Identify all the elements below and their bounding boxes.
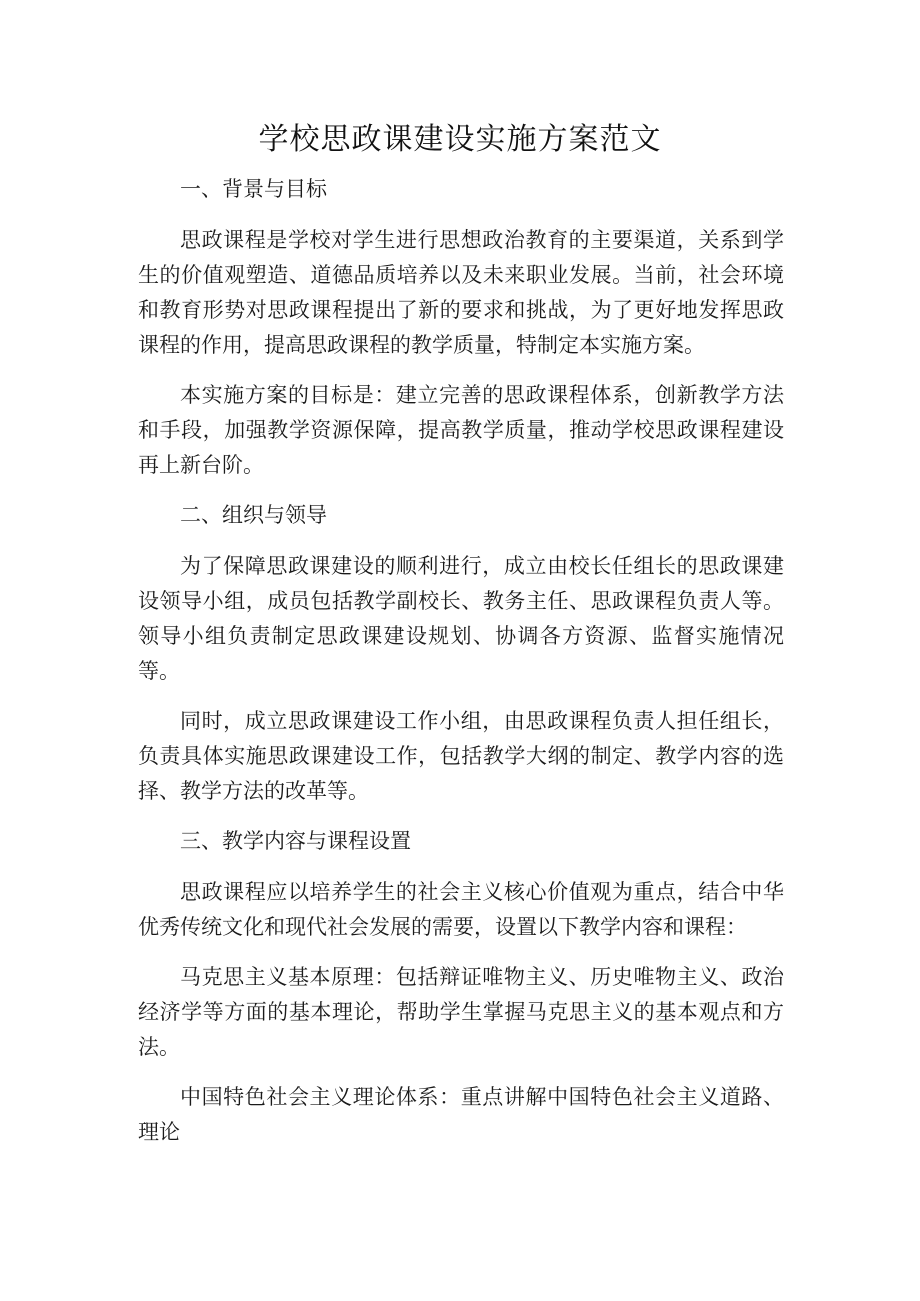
section-heading-curriculum: 三、教学内容与课程设置 — [180, 829, 411, 853]
paragraph: 马克思主义基本原理：包括辩证唯物主义、历史唯物主义、政治经济学等方面的基本理论，帮助学生掌握马克思主义的基本观点和方法。 — [138, 965, 784, 1059]
paragraph: 思政课程应以培养学生的社会主义核心价值观为重点，结合中华优秀传统文化和现代社会发展的需要，设置以下教学内容和课程： — [138, 880, 784, 939]
paragraph: 中国特色社会主义理论体系：重点讲解中国特色社会主义道路、理论 — [138, 1085, 784, 1144]
paragraph: 同时，成立思政课建设工作小组，由思政课程负责人担任组长，负责具体实施思政课建设工作，包括教学大纲的制定、教学内容的选择、教学方法的改革等。 — [138, 709, 784, 803]
section-heading-organization: 二、组织与领导 — [180, 503, 327, 527]
paragraph: 为了保障思政课建设的顺利进行，成立由校长任组长的思政课建设领导小组，成员包括教学副校长、教务主任、思政课程负责人等。领导小组负责制定思政课建设规划、协调各方资源、监督实施情况等。 — [138, 554, 784, 683]
section-heading-background: 一、背景与目标 — [180, 177, 327, 201]
paragraph: 本实施方案的目标是：建立完善的思政课程体系，创新教学方法和手段，加强教学资源保障，提高教学质量，推动学校思政课程建设再上新台阶。 — [138, 383, 784, 477]
paragraph: 思政课程是学校对学生进行思想政治教育的主要渠道，关系到学生的价值观塑造、道德品质培养以及未来职业发展。当前，社会环境和教育形势对思政课程提出了新的要求和挑战，为了更好地发挥思政课程的作用，提高思政课程的教学质量，特制定本实施方案。 — [138, 228, 784, 357]
document-body — [138, 172, 784, 1165]
document-title: 学校思政课建设实施方案范文 — [258, 122, 662, 157]
